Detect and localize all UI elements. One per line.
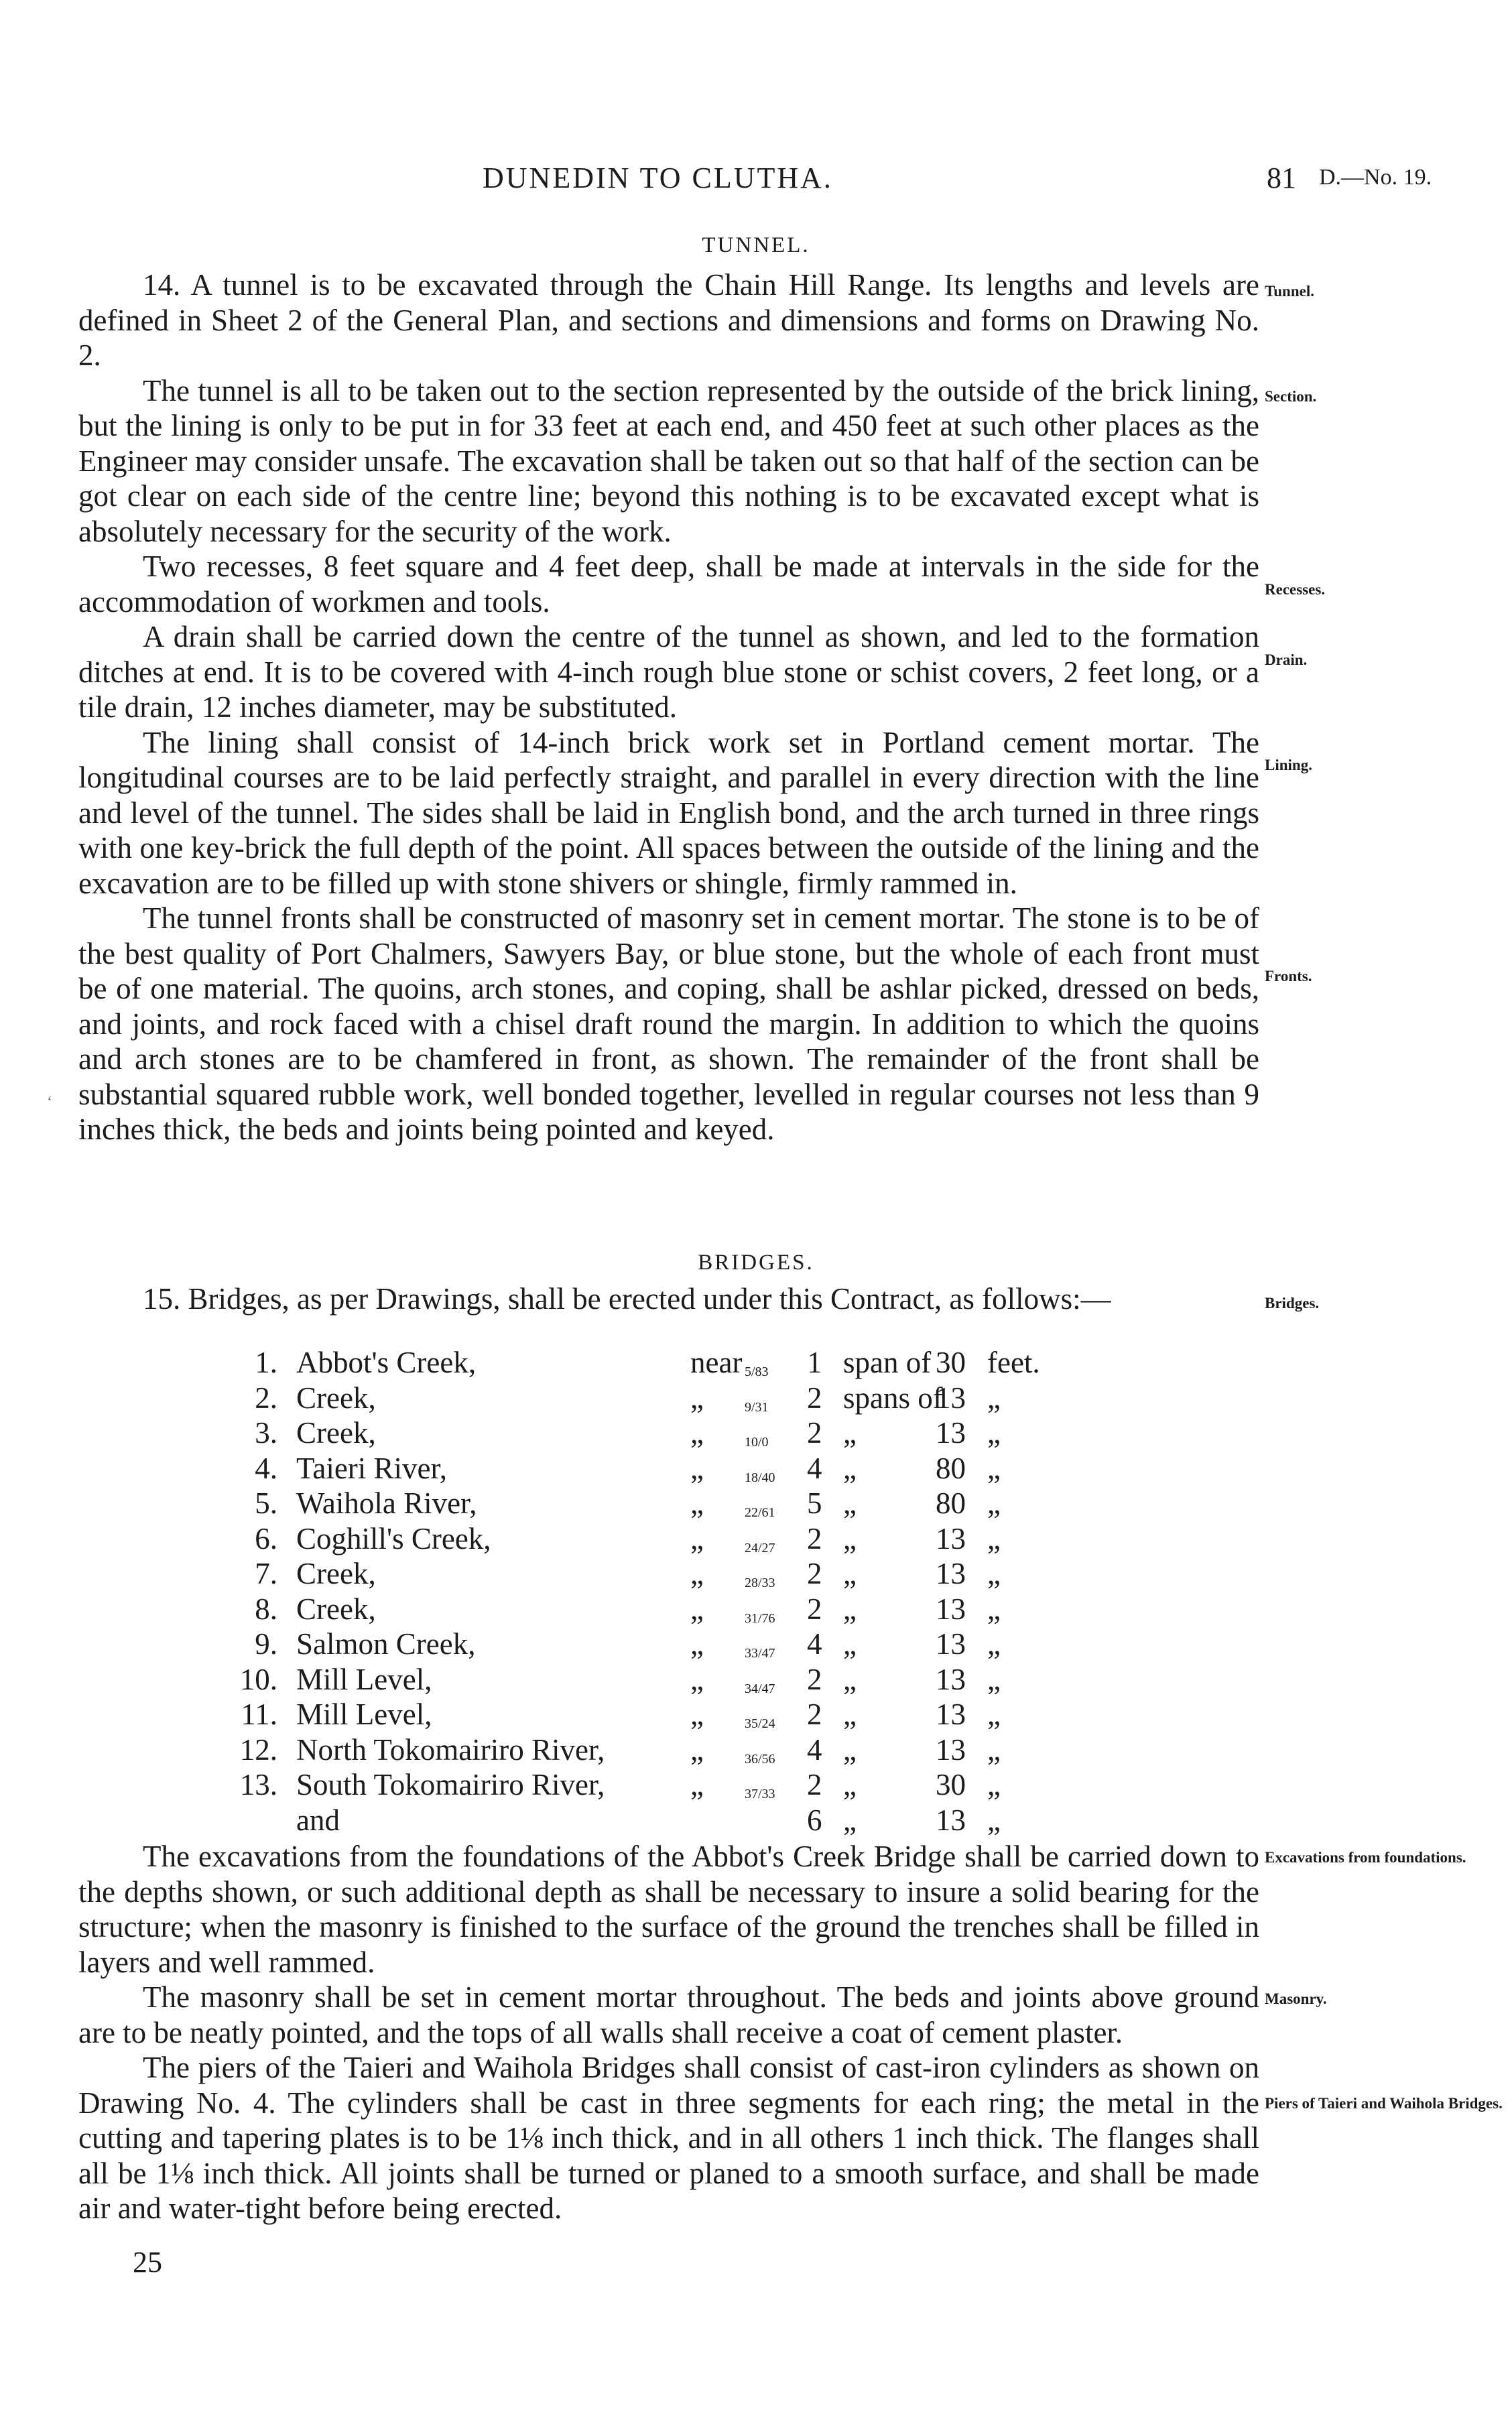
bridge-span-count: 2 [807, 1416, 822, 1450]
margin-note-section: Section. [1265, 388, 1317, 405]
bridge-span-label: „ [843, 1557, 857, 1590]
page-number: 81 [1267, 162, 1296, 194]
bridge-near: „ [690, 1627, 704, 1661]
bridge-number: 9. [255, 1627, 277, 1661]
bridge-name: North Tokomairiro River, [296, 1732, 605, 1767]
bridge-span-feet: 13 [936, 1381, 966, 1415]
bridge-span-label: „ [843, 1698, 857, 1731]
bridge-name: Creek, [296, 1416, 376, 1450]
bridge-span-feet: 13 [936, 1803, 966, 1837]
bridge-span-feet: 13 [936, 1732, 966, 1767]
bridge-name: Salmon Creek, [296, 1627, 476, 1661]
paragraph: A drain shall be carried down the centre of the tunnel as shown, and led to the formation ditches at end. It is to be covered with 4-inch rough blue stone or schist covers, 2 feet long, or a tile drain, 12 inches diameter, may be substituted. [78, 620, 1259, 724]
bridge-mileage: 36/56 [745, 1751, 775, 1767]
bridge-unit: „ [987, 1416, 1001, 1450]
margin-note-masonry: Masonry. [1265, 1990, 1327, 2007]
signature-mark: 25 [133, 2246, 162, 2279]
bridge-unit: „ [987, 1698, 1001, 1731]
bridge-span-label: „ [843, 1627, 857, 1661]
bridge-mileage: 22/61 [745, 1505, 775, 1520]
bridge-unit: „ [987, 1451, 1001, 1485]
bridge-mileage: 9/31 [745, 1399, 769, 1415]
bridge-span-count: 4 [807, 1451, 822, 1485]
bridge-number: 8. [255, 1592, 277, 1626]
bridge-span-label: span of [843, 1346, 932, 1379]
bridge-near: „ [690, 1557, 704, 1590]
bridge-span-feet: 13 [936, 1521, 966, 1555]
bridge-span-count: 2 [807, 1557, 822, 1590]
paragraph: The tunnel fronts shall be constructed of masonry set in cement mortar. The stone is to be of the best quality of Port Chalmers, Sawyers Bay, or blue stone, but the whole of each front must be of one material. The quoins, arch stones, and coping, shall be ashlar picked, dressed on beds, and joints, and rock faced with a chisel draft round the margin. In addition to which the quoins and arch stones are to be chamfered in front, as shown. The remainder of the front shall be substantial squared rubble work, well bonded together, levelled in regular courses not less than 9 inches thick, the beds and joints being pointed and keyed. [78, 901, 1259, 1146]
paragraph: The lining shall consist of 14-inch brick work set in Portland cement mortar. The longitudinal courses are to be laid perfectly straight, and parallel in every direction with the line and level of the tunnel. The sides shall be laid in English bond, and the arch turned in three rings with one key-brick the full depth of the point. All spaces between the outside of the lining and the excavation are to be filled up with stone shivers or shingle, firmly rammed in. [78, 725, 1259, 900]
bridge-span-count: 2 [807, 1381, 822, 1415]
bridge-unit: feet. [987, 1346, 1040, 1379]
bridge-number: 3. [255, 1416, 277, 1450]
bridge-span-label: „ [843, 1768, 857, 1801]
bridge-name: South Tokomairiro River, [296, 1768, 605, 1801]
bridge-span-label: „ [843, 1662, 857, 1696]
bridge-number: 10. [239, 1662, 277, 1696]
bridge-span-count: 2 [807, 1592, 822, 1626]
tunnel-heading: TUNNEL. [702, 233, 810, 257]
bridge-span-feet: 13 [936, 1698, 966, 1731]
bridge-span-label: „ [843, 1521, 857, 1555]
bridge-number: 2. [255, 1381, 277, 1415]
bridge-mileage: 31/76 [745, 1610, 775, 1626]
bridge-span-count: 5 [807, 1486, 822, 1520]
bridge-span-feet: 13 [936, 1416, 966, 1450]
bridge-mileage: 37/33 [745, 1787, 775, 1801]
margin-note-bridges: Bridges. [1265, 1295, 1320, 1312]
bridge-unit: „ [987, 1732, 1001, 1767]
paragraph: 15. Bridges, as per Drawings, shall be erected under this Contract, as follows:— [143, 1282, 1111, 1316]
bridge-near: „ [690, 1768, 704, 1801]
bridge-span-count: 4 [807, 1627, 822, 1661]
bridge-unit: „ [987, 1486, 1001, 1520]
bridge-unit: „ [987, 1662, 1001, 1696]
margin-note-drain: Drain. [1265, 651, 1308, 668]
bridge-span-count: 2 [807, 1662, 822, 1696]
bridge-span-feet: 30 [936, 1346, 966, 1379]
bridges-body [78, 1839, 1259, 2226]
paragraph: Two recesses, 8 feet square and 4 feet deep, shall be made at intervals in the side for the accommodation of workmen and tools. [78, 550, 1259, 619]
bridge-unit: „ [987, 1627, 1001, 1661]
bridge-mileage: 28/33 [745, 1576, 775, 1590]
bridge-name: Creek, [296, 1557, 376, 1590]
paragraph: The piers of the Taieri and Waihola Bridges shall consist of cast-iron cylinders as shown on Drawing No. 4. The cylinders shall be cast in three segments for each ring; the metal in the cutting and tapering plates is to be 1⅛ inch thick, and in all others 1 inch thick. The flanges shall all be 1⅛ inch thick. All joints shall be turned or planed to a smooth surface, and shall be made air and water-tight before being erected. [78, 2051, 1259, 2225]
bridge-span-feet: 13 [936, 1627, 966, 1661]
bridge-near: „ [690, 1662, 704, 1696]
margin-note-excavations: Excavations from foundations. [1265, 1849, 1466, 1866]
bridge-near: „ [690, 1592, 704, 1626]
bridge-mileage: 34/47 [745, 1681, 775, 1696]
bridge-name: Creek, [296, 1381, 376, 1415]
bridge-span-feet: 13 [936, 1557, 966, 1590]
stray-mark: ‘ [47, 1094, 52, 1111]
bridge-number: 5. [255, 1486, 277, 1520]
paragraph: The excavations from the foundations of the Abbot's Creek Bridge shall be carried down to the depths shown, or such additional depth as shall be necessary to insure a solid bearing for the structure; when the masonry is finished to the surface of the ground the trenches shall be filled in layers and well rammed. [78, 1840, 1259, 1979]
bridge-span-count: 2 [807, 1768, 822, 1801]
bridge-number: 4. [255, 1451, 277, 1485]
margin-note-lining: Lining. [1265, 757, 1312, 773]
bridges-intro [78, 1281, 1259, 1317]
bridge-near: „ [690, 1416, 704, 1450]
bridge-mileage: 18/40 [745, 1470, 775, 1485]
bridge-unit: „ [987, 1768, 1001, 1801]
bridge-span-count: 2 [807, 1698, 822, 1731]
header-title: DUNEDIN TO CLUTHA. [483, 162, 833, 194]
bridge-unit: „ [987, 1521, 1001, 1555]
bridge-span-feet: 80 [936, 1486, 966, 1520]
bridge-near: near [690, 1346, 743, 1379]
bridge-mileage: 33/47 [745, 1646, 775, 1661]
bridge-span-label: „ [843, 1451, 857, 1485]
bridge-name: Mill Level, [296, 1698, 432, 1731]
bridge-span-count: 6 [807, 1803, 822, 1837]
bridge-number: 11. [241, 1698, 277, 1731]
paragraph: The masonry shall be set in cement mortar throughout. The beds and joints above ground are to be neatly pointed, and the tops of all walls shall receive a coat of cement plaster. [78, 1980, 1259, 2049]
bridge-name: Coghill's Creek, [296, 1521, 491, 1555]
paragraph: 14. A tunnel is to be excavated through the Chain Hill Range. Its lengths and levels are defined in Sheet 2 of the General Plan, and sections and dimensions and forms on Drawing No. 2. [78, 268, 1259, 372]
bridge-span-count: 2 [807, 1521, 822, 1555]
margin-note-piers: Piers of Taieri and Waihola Bridges. [1265, 2095, 1503, 2112]
bridge-unit: „ [987, 1381, 1001, 1415]
bridge-name: and [296, 1803, 340, 1837]
bridge-name: Abbot's Creek, [296, 1346, 477, 1379]
bridges-heading: BRIDGES. [698, 1251, 814, 1275]
tunnel-section [78, 267, 1259, 1147]
bridge-number: 1. [255, 1346, 277, 1379]
bridge-near: „ [690, 1451, 704, 1485]
bridge-unit: „ [987, 1803, 1001, 1837]
paragraph: The tunnel is all to be taken out to the section represented by the outside of the brick lining, but the lining is only to be put in for 33 feet at each end, and 450 feet at such other places as the Engineer may consider unsafe. The excavation shall be taken out so that half of the section can be got clear on each side of the centre line; beyond this nothing is to be excavated except what is absolutely necessary for the security of the work. [78, 373, 1259, 548]
bridge-span-feet: 30 [936, 1768, 966, 1801]
margin-note-recesses: Recesses. [1265, 581, 1326, 598]
bridge-near: „ [690, 1521, 704, 1555]
bridge-span-label: „ [843, 1592, 857, 1626]
bridge-mileage: 10/0 [745, 1435, 769, 1450]
document-reference: D.—No. 19. [1319, 165, 1432, 190]
bridge-span-count: 4 [807, 1732, 822, 1767]
bridge-number: 6. [255, 1521, 277, 1555]
bridge-span-feet: 13 [936, 1662, 966, 1696]
margin-note-fronts: Fronts. [1265, 968, 1312, 984]
bridge-near: „ [690, 1698, 704, 1731]
bridge-span-label: „ [843, 1732, 857, 1767]
bridge-unit: „ [987, 1557, 1001, 1590]
bridge-span-label: „ [843, 1803, 857, 1837]
bridge-mileage: 24/27 [745, 1540, 775, 1555]
bridge-name: Waihola River, [296, 1486, 477, 1520]
bridge-span-feet: 13 [936, 1592, 966, 1626]
bridge-near: „ [690, 1381, 704, 1415]
bridge-name: Creek, [296, 1592, 376, 1626]
bridge-number: 13. [239, 1768, 277, 1801]
bridge-span-count: 1 [807, 1346, 822, 1379]
bridge-near: „ [690, 1732, 704, 1767]
bridge-mileage: 5/83 [745, 1364, 769, 1379]
bridge-number: 7. [255, 1557, 277, 1590]
bridge-span-label: „ [843, 1486, 857, 1520]
margin-note-tunnel: Tunnel. [1265, 283, 1314, 300]
bridge-span-label: „ [843, 1416, 857, 1450]
bridge-span-label: spans of [843, 1381, 943, 1415]
bridge-unit: „ [987, 1592, 1001, 1626]
bridge-near: „ [690, 1486, 704, 1520]
page-header [0, 161, 1512, 214]
bridge-name: Taieri River, [296, 1451, 447, 1485]
bridge-span-feet: 80 [936, 1451, 966, 1485]
bridge-number: 12. [239, 1732, 277, 1767]
bridge-mileage: 35/24 [745, 1716, 775, 1731]
bridge-name: Mill Level, [296, 1662, 432, 1696]
